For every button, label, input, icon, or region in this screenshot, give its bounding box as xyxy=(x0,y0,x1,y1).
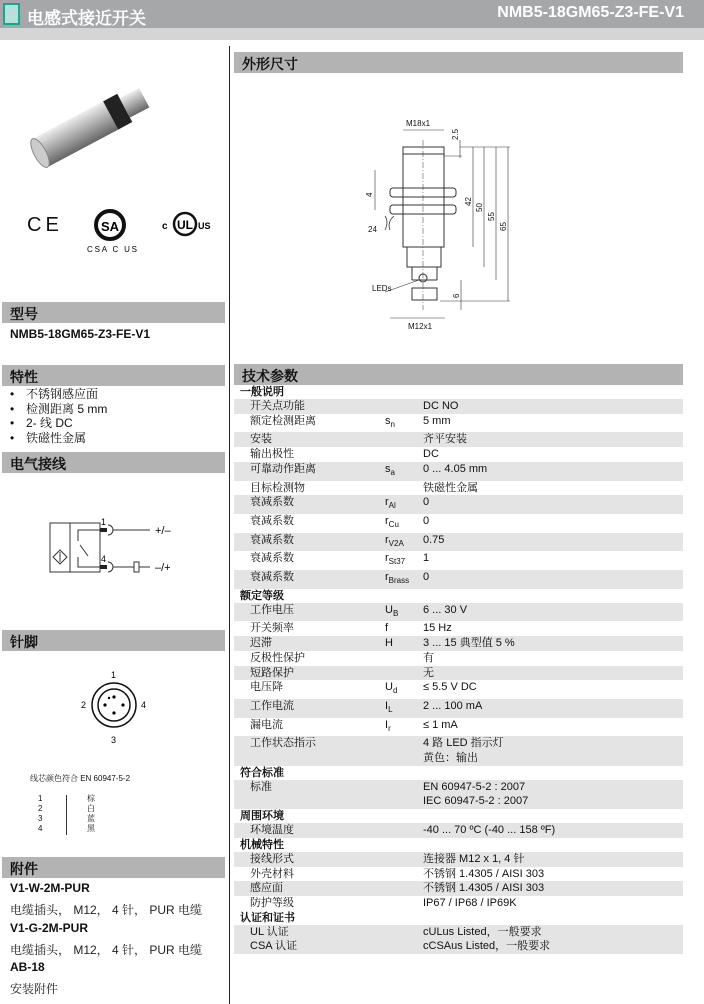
spec-row xyxy=(234,881,683,896)
dim-label: 42 xyxy=(464,197,473,206)
spec-label: 衰减系数 xyxy=(250,496,294,509)
spec-label: 额定检测距离 xyxy=(250,414,316,427)
spec-value xyxy=(423,533,683,552)
spec-value-line: 铁磁性金属 xyxy=(423,481,478,494)
spec-symbol-subscript: d xyxy=(392,686,398,696)
spec-row xyxy=(234,780,683,809)
spec-symbol-base: I xyxy=(385,718,389,731)
spec-value xyxy=(423,621,683,636)
spec-value xyxy=(423,736,683,765)
spec-symbol-base: r xyxy=(385,533,389,546)
spec-value xyxy=(423,462,683,481)
spec-value xyxy=(423,780,683,809)
spec-symbol-base: r xyxy=(385,514,389,527)
spec-value-line: 3 ... 15 典型值 5 % xyxy=(423,637,515,650)
header-model-number: NMB5-18GM65-Z3-FE-V1 xyxy=(497,4,684,21)
spec-label: 工作电流 xyxy=(250,699,294,712)
spec-symbol xyxy=(385,718,423,737)
spec-label: 短路保护 xyxy=(250,666,294,679)
spec-value xyxy=(423,399,683,414)
dim-label: 55 xyxy=(487,212,496,221)
spec-value xyxy=(423,414,683,433)
spec-row xyxy=(234,896,683,911)
spec-label: 外壳材料 xyxy=(250,867,294,880)
spec-symbol-base: U xyxy=(385,603,393,616)
spec-symbol xyxy=(385,603,423,622)
spec-symbol-subscript: Al xyxy=(388,501,396,511)
spec-value xyxy=(423,939,683,954)
spec-label: 衰减系数 xyxy=(250,552,294,565)
spec-symbol xyxy=(385,651,423,666)
ul-mark-icon xyxy=(162,208,218,240)
spec-value xyxy=(423,570,683,589)
svg-text:UL: UL xyxy=(177,218,193,232)
spec-symbol xyxy=(385,699,423,718)
spec-value xyxy=(423,718,683,737)
wiring-pin-1-label: 1 xyxy=(101,517,107,527)
spec-value-line: 0 xyxy=(423,571,430,584)
spec-value xyxy=(423,823,683,838)
spec-symbol xyxy=(385,414,423,433)
svg-text:SA: SA xyxy=(101,219,120,234)
accessory-description: 电缆插头， M12， 4 针， PUR 电缆 xyxy=(10,903,203,917)
spec-row xyxy=(234,570,683,589)
dim-label: 50 xyxy=(475,203,484,212)
spec-value-line: 黄色：输出 xyxy=(423,752,478,765)
spec-group-header: 一般说明 xyxy=(240,386,284,398)
dim-label: 65 xyxy=(499,222,508,231)
spec-value xyxy=(423,699,683,718)
wiring-terminal-4: –/+ xyxy=(155,562,171,574)
feature-item: • 铁磁性金属 xyxy=(10,431,107,446)
spec-value xyxy=(423,447,683,462)
spec-label: 安装 xyxy=(250,433,272,446)
spec-symbol-subscript: Cu xyxy=(388,519,399,529)
spec-symbol-base: f xyxy=(385,622,389,635)
spec-value-line: ≤ 1 mA xyxy=(423,718,458,731)
dimensions-section-header: 外形尺寸 xyxy=(234,52,683,73)
spec-symbol xyxy=(385,666,423,681)
spec-symbol xyxy=(385,780,423,809)
pin-label: 4 xyxy=(141,700,147,710)
dimension-drawing xyxy=(330,100,530,340)
spec-value-line: 0 xyxy=(423,496,430,509)
dim-label: 6 xyxy=(452,293,461,298)
spec-row xyxy=(234,621,683,636)
spec-row xyxy=(234,636,683,651)
spec-symbol xyxy=(385,533,423,552)
spec-row xyxy=(234,823,683,838)
spec-symbol-subscript: St37 xyxy=(388,557,406,567)
spec-label: 接线形式 xyxy=(250,852,294,865)
spec-row xyxy=(234,462,683,481)
spec-value xyxy=(423,636,683,651)
spec-label: 开关点功能 xyxy=(250,400,305,412)
spec-value xyxy=(423,603,683,622)
spec-row xyxy=(234,852,683,867)
spec-symbol-subscript: V2A xyxy=(388,538,404,548)
spec-symbol-subscript: L xyxy=(388,704,393,714)
product-category-title: 电感式接近开关 xyxy=(27,9,146,28)
dim-label: 2.5 xyxy=(451,128,460,140)
spec-symbol xyxy=(385,823,423,838)
spec-value-line: 有 xyxy=(423,651,434,664)
spec-label: 标准 xyxy=(250,780,272,793)
spec-symbol-base: H xyxy=(385,637,393,650)
accessory-description: 电缆插头， M12， 4 针， PUR 电缆 xyxy=(10,943,203,957)
spec-value-line: 0.75 xyxy=(423,533,445,546)
spec-value-line: 0 ... 4.05 mm xyxy=(423,462,488,475)
spec-symbol-base: r xyxy=(385,496,389,509)
wire-color-row xyxy=(38,794,95,804)
spec-symbol-base: r xyxy=(385,571,389,584)
pinout-section-header: 针脚 xyxy=(2,630,225,651)
spec-symbol xyxy=(385,621,423,636)
spec-symbol-subscript: n xyxy=(390,419,395,429)
spec-value xyxy=(423,481,683,496)
spec-label: 衰减系数 xyxy=(250,514,294,527)
spec-label: 感应面 xyxy=(250,882,283,895)
spec-symbol-base: I xyxy=(385,699,389,712)
spec-label: 开关频率 xyxy=(250,622,294,635)
spec-value-line: ≤ 5.5 V DC xyxy=(423,681,477,694)
spec-value xyxy=(423,881,683,896)
spec-row xyxy=(234,925,683,940)
spec-row xyxy=(234,432,683,447)
spec-symbol xyxy=(385,881,423,896)
spec-group-header: 额定等级 xyxy=(240,589,284,602)
accessory-name: AB-18 xyxy=(10,960,45,974)
spec-row xyxy=(234,481,683,496)
spec-value-line: cCSAus Listed，一般要求 xyxy=(423,940,551,953)
spec-symbol-base: r xyxy=(385,552,389,565)
spec-value xyxy=(423,495,683,514)
spec-label: 工作状态指示 xyxy=(250,737,316,750)
product-photo xyxy=(20,58,160,168)
spec-row xyxy=(234,514,683,533)
dim-label: 24 xyxy=(368,225,377,234)
spec-symbol-subscript: Brass xyxy=(388,576,410,586)
wire-pin-number: 2 xyxy=(38,804,43,813)
spec-label: 漏电流 xyxy=(250,718,283,731)
spec-row xyxy=(234,666,683,681)
spec-symbol xyxy=(385,495,423,514)
pinout-diagram xyxy=(74,668,154,748)
pin-label: 1 xyxy=(111,670,117,680)
spec-symbol xyxy=(385,852,423,867)
spec-symbol-subscript: B xyxy=(392,608,399,618)
spec-value-line: 6 ... 30 V xyxy=(423,603,468,616)
dim-label: 4 xyxy=(365,192,374,197)
spec-symbol xyxy=(385,551,423,570)
spec-symbol-base: s xyxy=(385,414,391,427)
subheader-band xyxy=(0,28,704,40)
spec-value-line: DC xyxy=(423,448,439,461)
spec-symbol-subscript: r xyxy=(388,723,391,733)
spec-label: 可靠动作距离 xyxy=(250,462,316,475)
wire-color: 蓝 xyxy=(87,814,95,823)
wiring-section-header: 电气接线 xyxy=(2,452,225,473)
spec-group-header: 认证和证书 xyxy=(240,911,295,924)
spec-value-line: 0 xyxy=(423,514,430,527)
spec-row xyxy=(234,939,683,954)
wire-color-row xyxy=(38,824,95,834)
spec-value xyxy=(423,651,683,666)
spec-value-line: 齐平安装 xyxy=(423,433,467,446)
spec-symbol xyxy=(385,481,423,496)
spec-group-header: 机械特性 xyxy=(240,838,284,851)
spec-row xyxy=(234,495,683,514)
spec-value xyxy=(423,514,683,533)
spec-row xyxy=(234,533,683,552)
accessory-name: V1-G-2M-PUR xyxy=(10,921,89,935)
spec-value xyxy=(423,867,683,882)
spec-symbol xyxy=(385,680,423,699)
spec-row xyxy=(234,414,683,433)
spec-table xyxy=(234,385,683,954)
spec-label: 反极性保护 xyxy=(250,651,305,664)
csa-mark-icon xyxy=(86,206,138,254)
spec-value-line: DC NO xyxy=(423,400,459,412)
features-list xyxy=(10,387,107,445)
spec-value-line: 不锈钢 1.4305 / AISI 303 xyxy=(423,882,545,895)
spec-label: 衰减系数 xyxy=(250,571,294,584)
spec-group-header: 符合标准 xyxy=(240,766,284,779)
wire-pin-number: 1 xyxy=(38,794,43,803)
wire-color-note: 线芯颜色符合 EN 60947-5-2 xyxy=(30,774,131,783)
wire-color: 黑 xyxy=(87,824,95,833)
spec-value-line: EN 60947-5-2 : 2007 xyxy=(423,780,526,793)
spec-value-line: 无 xyxy=(423,666,434,679)
spec-symbol xyxy=(385,432,423,447)
spec-value xyxy=(423,666,683,681)
spec-value-line: cULus Listed，一般要求 xyxy=(423,925,542,938)
spec-value-line: 连接器 M12 x 1, 4 针 xyxy=(423,852,525,865)
wire-color-row xyxy=(38,804,95,814)
accessory-description: 安装附件 xyxy=(10,982,59,996)
dim-label: M12x1 xyxy=(408,322,433,331)
wire-color-table xyxy=(38,794,95,834)
spec-value-line: IP67 / IP68 / IP69K xyxy=(423,896,517,909)
wiring-pin-4-label: 4 xyxy=(101,554,107,564)
spec-label: CSA 认证 xyxy=(250,940,298,953)
spec-value-line: 5 mm xyxy=(423,414,451,427)
pin-label: 2 xyxy=(81,700,87,710)
csa-mark-text: CSA C US xyxy=(87,245,137,254)
spec-group-header: 周围环境 xyxy=(240,810,284,823)
spec-value xyxy=(423,925,683,940)
wiring-terminal-1: +/– xyxy=(155,525,171,537)
spec-symbol xyxy=(385,514,423,533)
spec-label: 衰减系数 xyxy=(250,533,294,546)
spec-label: UL 认证 xyxy=(250,925,289,938)
feature-item: • 检测距离 5 mm xyxy=(10,402,107,417)
spec-symbol xyxy=(385,636,423,651)
spec-value xyxy=(423,852,683,867)
spec-symbol xyxy=(385,736,423,765)
spec-row xyxy=(234,603,683,622)
feature-item: • 2- 线 DC xyxy=(10,416,107,431)
spec-symbol xyxy=(385,447,423,462)
spec-row xyxy=(234,718,683,737)
spec-symbol xyxy=(385,925,423,940)
spec-row xyxy=(234,551,683,570)
column-divider xyxy=(229,46,230,1004)
specs-section-header: 技术参数 xyxy=(234,364,683,385)
spec-label: 防护等级 xyxy=(250,896,294,909)
features-section-header: 特性 xyxy=(2,365,225,386)
switch-contact-icon xyxy=(78,530,100,567)
spec-row xyxy=(234,680,683,699)
accessories-section-header: 附件 xyxy=(2,857,225,878)
spec-value-line: 2 ... 100 mA xyxy=(423,699,483,712)
accessory-name: V1-W-2M-PUR xyxy=(10,881,90,895)
spec-symbol-subscript: a xyxy=(390,467,395,477)
spec-symbol xyxy=(385,462,423,481)
spec-symbol xyxy=(385,939,423,954)
spec-label: 输出极性 xyxy=(250,448,294,461)
wire-pin-number: 3 xyxy=(38,814,43,823)
spec-row xyxy=(234,399,683,414)
wire-pin-number: 4 xyxy=(38,824,43,833)
spec-symbol xyxy=(385,896,423,911)
wrench-icon xyxy=(385,216,394,230)
ce-mark-icon: C E xyxy=(27,214,59,236)
spec-row xyxy=(234,867,683,882)
model-section-header: 型号 xyxy=(2,302,225,323)
svg-text:US: US xyxy=(198,221,211,231)
spec-row xyxy=(234,447,683,462)
dim-label: M18x1 xyxy=(406,119,431,128)
dim-label: LEDs xyxy=(372,284,392,293)
spec-value-line: 不锈钢 1.4305 / AISI 303 xyxy=(423,867,545,880)
spec-symbol xyxy=(385,867,423,882)
wire-color: 白 xyxy=(87,804,95,813)
svg-text:c: c xyxy=(162,221,168,232)
spec-value-line: -40 ... 70 ºC (-40 ... 158 ºF) xyxy=(423,824,556,837)
spec-label: 迟滞 xyxy=(250,637,272,650)
spec-symbol xyxy=(385,399,423,414)
spec-value xyxy=(423,896,683,911)
spec-row xyxy=(234,651,683,666)
brand-square-icon xyxy=(3,3,20,25)
spec-value-line: IEC 60947-5-2 : 2007 xyxy=(423,795,529,808)
feature-item: • 不锈钢感应面 xyxy=(10,387,107,402)
spec-label: 环境温度 xyxy=(250,824,294,837)
spec-symbol xyxy=(385,570,423,589)
spec-label: 目标检测物 xyxy=(250,481,305,494)
spec-row xyxy=(234,736,683,765)
spec-value-line: 4 路 LED 指示灯 xyxy=(423,737,504,750)
pin-label: 3 xyxy=(111,735,117,745)
spec-value xyxy=(423,680,683,699)
wire-color: 棕 xyxy=(87,794,95,803)
spec-label: 工作电压 xyxy=(250,603,294,616)
spec-row xyxy=(234,699,683,718)
spec-symbol-base: U xyxy=(385,681,393,694)
spec-value-line: 1 xyxy=(423,552,430,565)
model-number: NMB5-18GM65-Z3-FE-V1 xyxy=(10,327,151,341)
spec-symbol-base: s xyxy=(385,462,391,475)
spec-label: 电压降 xyxy=(250,681,283,694)
wiring-diagram xyxy=(40,510,190,590)
wire-color-row xyxy=(38,814,95,824)
spec-value-line: 15 Hz xyxy=(423,622,452,635)
spec-value xyxy=(423,432,683,447)
spec-value xyxy=(423,551,683,570)
